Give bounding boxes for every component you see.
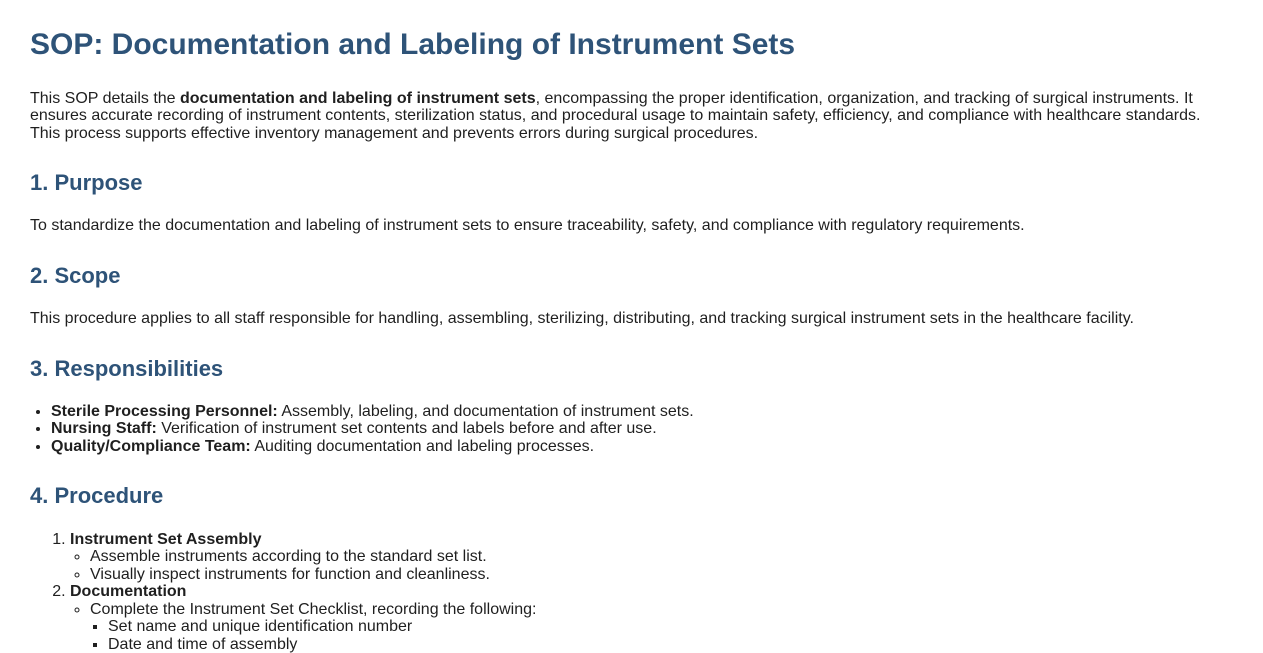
procedure-step-label: Documentation bbox=[70, 583, 187, 601]
detail-list bbox=[90, 618, 1231, 653]
section-heading-procedure: 4. Procedure bbox=[30, 483, 164, 509]
page-title: SOP: Documentation and Labeling of Instrument Sets bbox=[30, 28, 796, 61]
responsibility-text: Assembly, labeling, and documentation of instrument sets. bbox=[281, 402, 694, 420]
responsibility-item bbox=[51, 438, 1231, 456]
purpose-text: To standardize the documentation and labeling of instrument sets to ensure traceability, safety, and compliance with regulatory requirements. bbox=[30, 217, 1025, 235]
section-heading-purpose: 1. Purpose bbox=[30, 170, 143, 195]
procedure-list bbox=[30, 531, 1231, 653]
intro-text-post: , encompassing the proper identification, organization, and tracking of surgical instruments. It ensures accurate recording of instrument contents, sterilization status, and procedural usage to maintain safety, efficiency, and compliance with healthcare standards. This process supports effective inventory management and prevents errors during surgical procedures. bbox=[30, 89, 1201, 142]
responsibility-label: Sterile Processing Personnel: bbox=[51, 402, 278, 420]
section-heading-scope: 2. Scope bbox=[30, 262, 121, 288]
intro-text-bold: documentation and labeling of instrument sets bbox=[180, 89, 536, 107]
responsibility-text: Auditing documentation and labeling processes. bbox=[254, 437, 595, 455]
procedure-step-label: Instrument Set Assembly bbox=[70, 530, 262, 548]
substep-item: ◦ Assemble instruments according to the standard set list. bbox=[90, 548, 1231, 566]
intro-paragraph bbox=[30, 90, 1231, 143]
responsibilities-list bbox=[30, 403, 1231, 456]
procedure-step bbox=[70, 531, 1231, 584]
responsibility-label: Nursing Staff: bbox=[51, 420, 157, 438]
section-heading-responsibilities: 3. Responsibilities bbox=[30, 355, 224, 381]
detail-item: ▪ Set name and unique identification number bbox=[108, 618, 1231, 636]
substep-list bbox=[70, 548, 1231, 583]
responsibility-text: Verification of instrument set contents and labels before and after use. bbox=[161, 420, 657, 438]
responsibility-label: Quality/Compliance Team: bbox=[51, 437, 251, 455]
responsibility-item bbox=[51, 403, 1231, 421]
scope-text: This procedure applies to all staff responsible for handling, assembling, sterilizing, distributing, and tracking surgical instrument sets in the healthcare facility. bbox=[30, 310, 1134, 328]
substep-item bbox=[90, 601, 1231, 653]
substep-list bbox=[70, 601, 1231, 653]
substep-text: Complete the Instrument Set Checklist, recording the following: bbox=[90, 600, 537, 618]
substep-item: ◦ Visually inspect instruments for function and cleanliness. bbox=[90, 566, 1231, 584]
responsibility-item bbox=[51, 420, 1231, 438]
intro-text-pre: This SOP details the bbox=[30, 89, 180, 107]
detail-item: ▪ Date and time of assembly bbox=[108, 636, 1231, 653]
procedure-step bbox=[70, 583, 1231, 653]
